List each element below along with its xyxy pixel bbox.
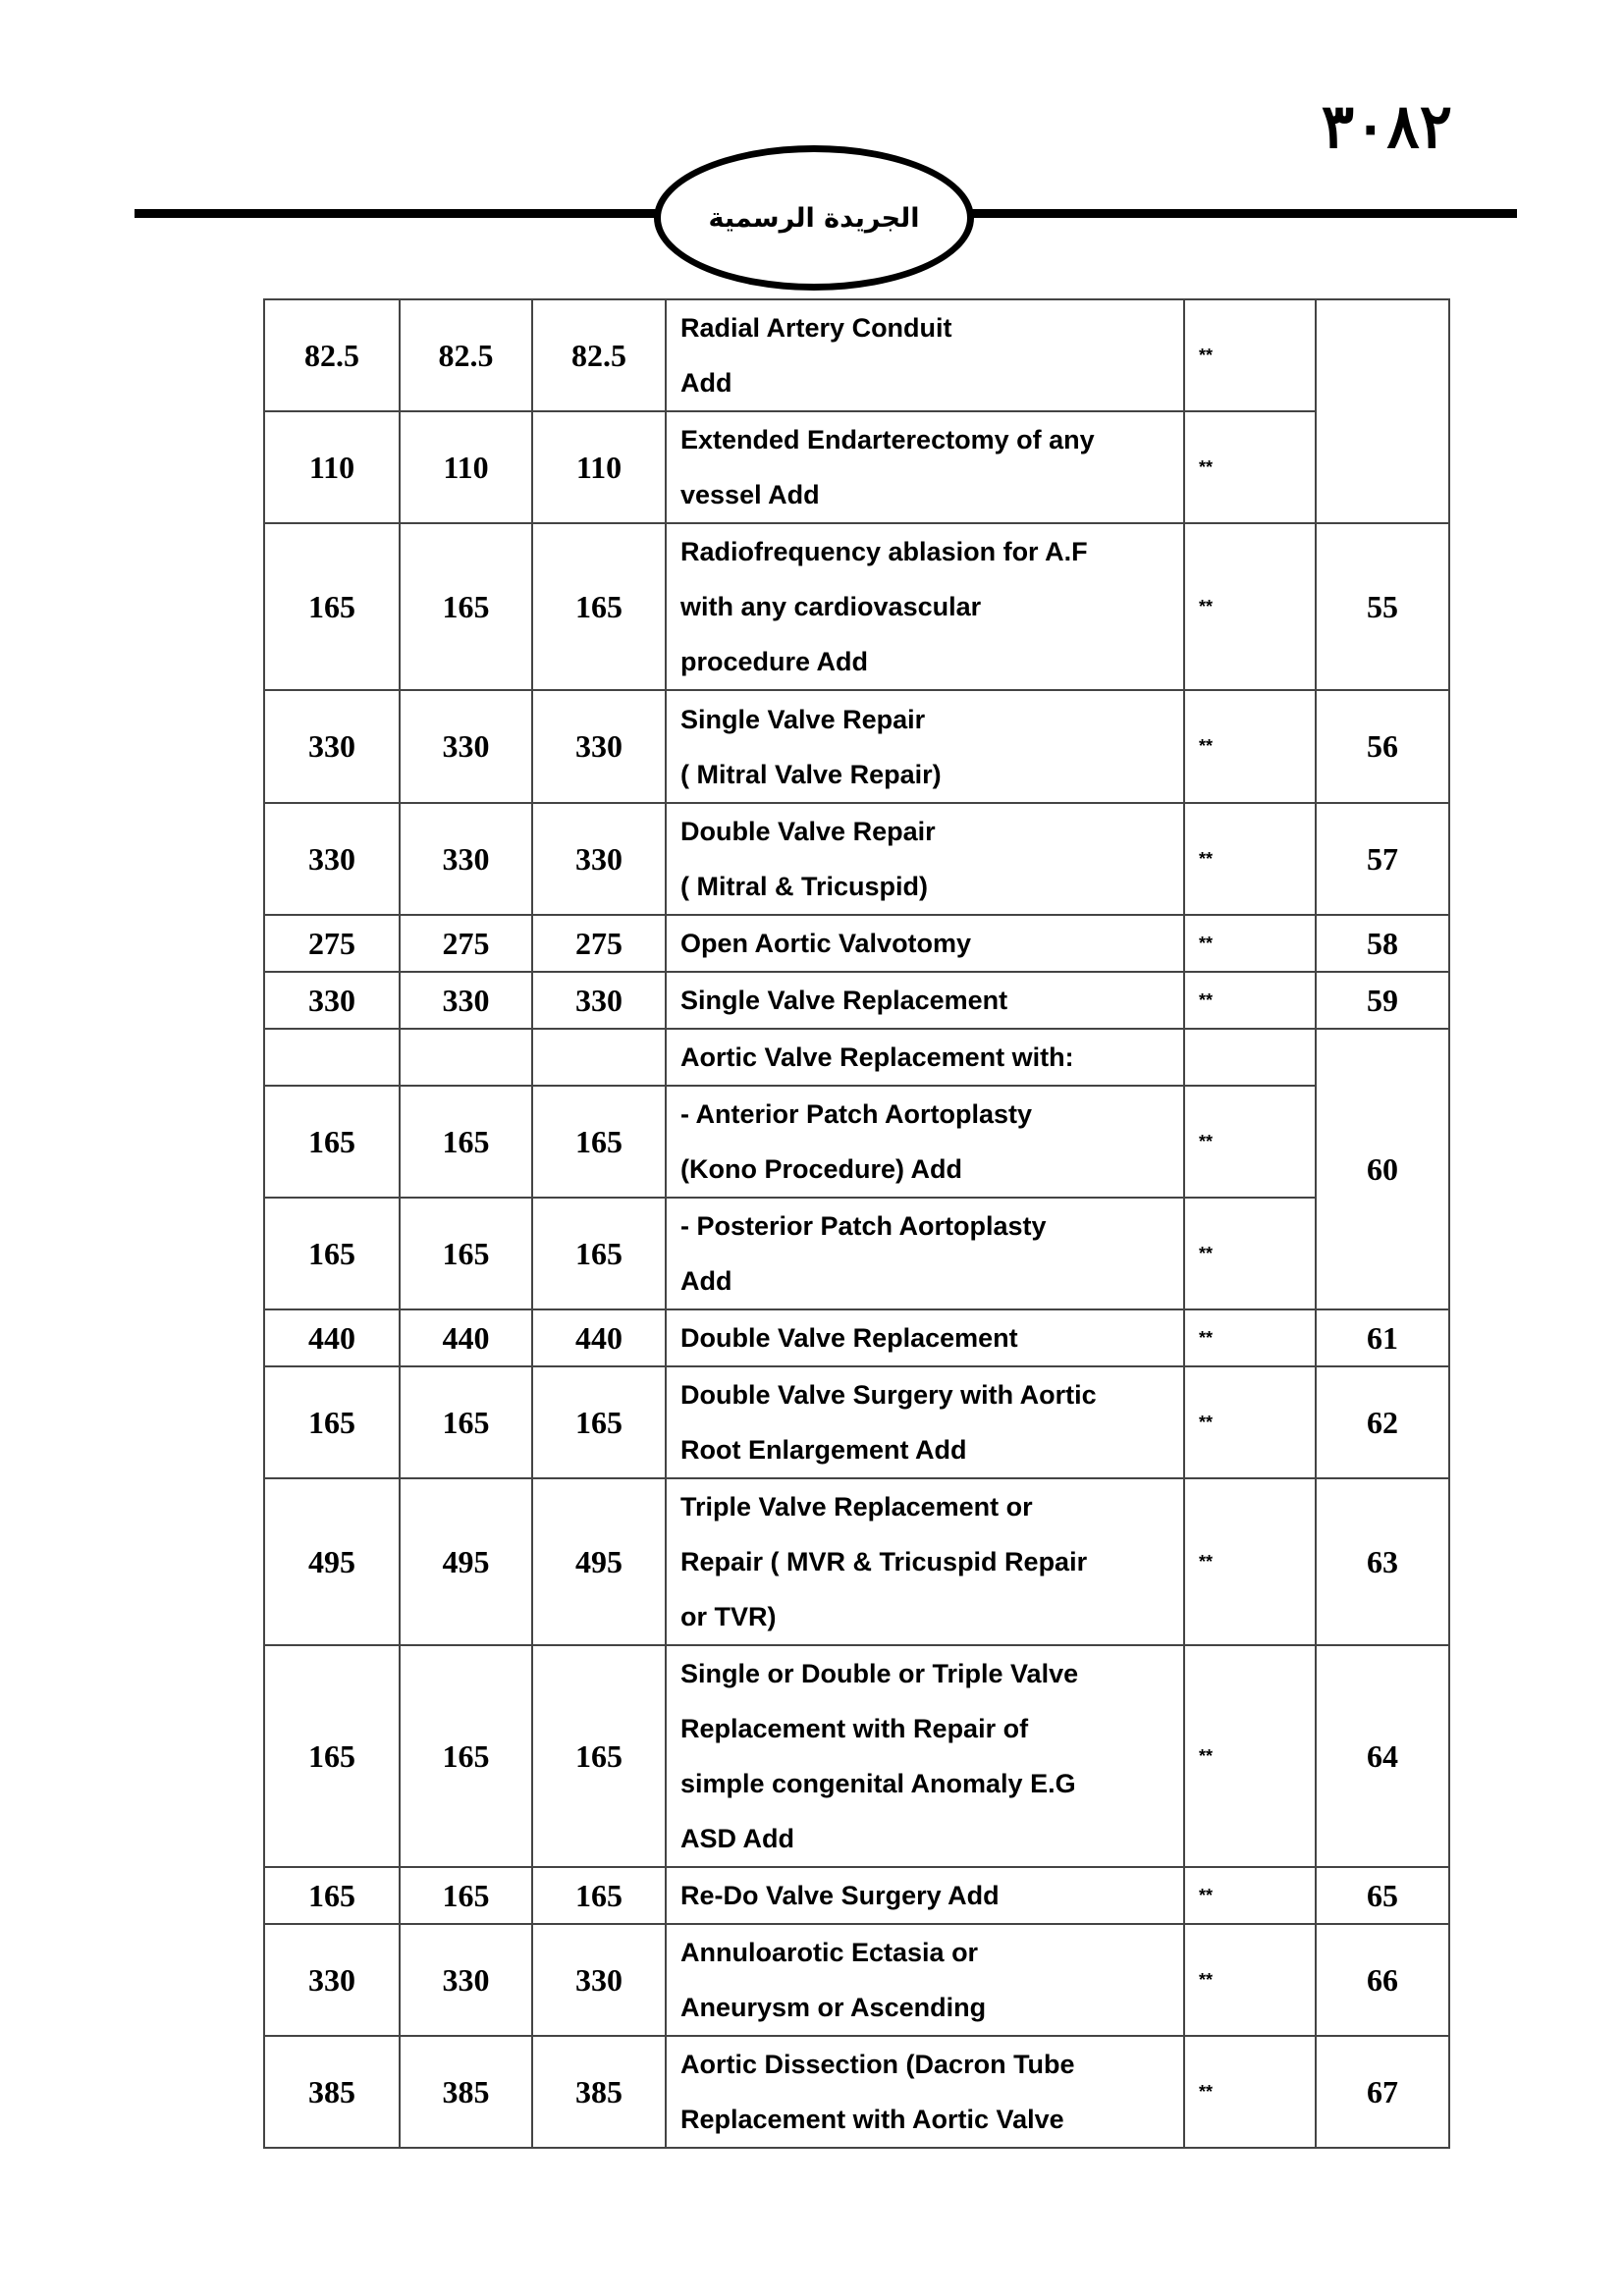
fee-cell-c2: 165 [400, 523, 532, 690]
table-row [264, 1867, 1449, 1924]
procedure-description [666, 523, 1184, 690]
mark-cell: ** [1184, 1086, 1316, 1198]
procedure-description [666, 1309, 1184, 1366]
table-row [264, 915, 1449, 972]
fee-cell-c1: 165 [264, 1867, 400, 1924]
procedure-description [666, 1645, 1184, 1867]
description-line: Add [680, 368, 732, 398]
description-line: procedure Add [680, 647, 869, 676]
mark-cell: ** [1184, 2036, 1316, 2148]
fee-cell-c2: 82.5 [400, 299, 532, 411]
fee-cell-c2: 330 [400, 1924, 532, 2036]
mark-cell: ** [1184, 803, 1316, 915]
fee-cell-c3: 82.5 [532, 299, 666, 411]
procedure-description [666, 299, 1184, 411]
description-line: vessel Add [680, 480, 820, 509]
table-row [264, 1924, 1449, 2036]
fee-cell-c2: 275 [400, 915, 532, 972]
mark-cell: ** [1184, 1198, 1316, 1309]
description-line: Aortic Dissection (Dacron Tube [680, 2050, 1075, 2079]
description-line: Add [680, 1266, 732, 1296]
fee-cell-c2: 330 [400, 690, 532, 803]
fee-cell-c1: 165 [264, 1198, 400, 1309]
fee-cell-c3: 110 [532, 411, 666, 523]
fee-cell-c2: 495 [400, 1478, 532, 1645]
procedure-description [666, 1086, 1184, 1198]
fee-cell-c3: 385 [532, 2036, 666, 2148]
fee-cell-c3: 165 [532, 1198, 666, 1309]
description-line: Annuloarotic Ectasia or [680, 1938, 979, 1967]
mark-cell: ** [1184, 1478, 1316, 1645]
table-row [264, 1198, 1449, 1309]
table-row [264, 411, 1449, 523]
description-line: Re-Do Valve Surgery Add [680, 1881, 1000, 1910]
mark-cell: ** [1184, 1309, 1316, 1366]
procedure-description [666, 1867, 1184, 1924]
fee-cell-c2: 330 [400, 803, 532, 915]
procedure-description [666, 1198, 1184, 1309]
fee-cell-c1: 495 [264, 1478, 400, 1645]
fee-cell-c3: 275 [532, 915, 666, 972]
procedure-description [666, 690, 1184, 803]
fee-cell-c1: 440 [264, 1309, 400, 1366]
fee-cell-c3: 165 [532, 1867, 666, 1924]
procedure-description [666, 1029, 1184, 1086]
fee-cell-c3: 330 [532, 690, 666, 803]
description-line: Replacement with Repair of [680, 1714, 1029, 1743]
mark-cell: ** [1184, 1645, 1316, 1867]
fee-cell-c1: 275 [264, 915, 400, 972]
fee-cell-c2: 110 [400, 411, 532, 523]
fee-cell-c1: 330 [264, 972, 400, 1029]
fee-cell-c2: 165 [400, 1645, 532, 1867]
description-line: Replacement with Aortic Valve [680, 2105, 1064, 2134]
fee-cell-c2: 165 [400, 1198, 532, 1309]
table-row [264, 1309, 1449, 1366]
description-line: ASD Add [680, 1824, 794, 1853]
mark-cell: ** [1184, 1867, 1316, 1924]
item-number: 56 [1316, 690, 1449, 803]
table-row [264, 972, 1449, 1029]
item-number: 67 [1316, 2036, 1449, 2148]
mark-cell: ** [1184, 972, 1316, 1029]
publication-title: الجريدة الرسمية [708, 202, 920, 234]
table-row [264, 1478, 1449, 1645]
description-line: Double Valve Replacement [680, 1323, 1018, 1353]
procedure-description [666, 2036, 1184, 2148]
item-number: 60 [1316, 1029, 1449, 1309]
mark-cell: ** [1184, 915, 1316, 972]
item-number [1316, 299, 1449, 523]
fee-table [263, 298, 1450, 2149]
item-number: 58 [1316, 915, 1449, 972]
description-line: Aneurysm or Ascending [680, 1993, 987, 2022]
mark-cell: ** [1184, 1366, 1316, 1478]
item-number: 64 [1316, 1645, 1449, 1867]
fee-cell-c1: 385 [264, 2036, 400, 2148]
table-row [264, 299, 1449, 411]
publication-emblem [654, 145, 974, 291]
description-line: Single Valve Replacement [680, 986, 1008, 1015]
description-line: Double Valve Surgery with Aortic [680, 1380, 1097, 1410]
description-line: (Kono Procedure) Add [680, 1154, 962, 1184]
item-number: 57 [1316, 803, 1449, 915]
fee-cell-c1: 330 [264, 690, 400, 803]
item-number: 65 [1316, 1867, 1449, 1924]
fee-cell-c2: 440 [400, 1309, 532, 1366]
fee-cell-c2: 165 [400, 1366, 532, 1478]
page-number: ٣٠٨٢ [1321, 90, 1452, 162]
description-line: Open Aortic Valvotomy [680, 929, 972, 958]
fee-cell-c1: 330 [264, 1924, 400, 2036]
fee-cell-c3: 165 [532, 1086, 666, 1198]
description-line: simple congenital Anomaly E.G [680, 1769, 1076, 1798]
procedure-description [666, 411, 1184, 523]
fee-cell-c3: 165 [532, 1366, 666, 1478]
description-line: - Anterior Patch Aortoplasty [680, 1099, 1033, 1129]
item-number: 61 [1316, 1309, 1449, 1366]
mark-cell: ** [1184, 411, 1316, 523]
mark-cell: ** [1184, 523, 1316, 690]
description-line: Aortic Valve Replacement with: [680, 1042, 1074, 1072]
procedure-description [666, 803, 1184, 915]
fee-cell-c1: 165 [264, 523, 400, 690]
fee-cell-c1: 165 [264, 1645, 400, 1867]
mark-cell: ** [1184, 299, 1316, 411]
fee-cell-c3: 495 [532, 1478, 666, 1645]
fee-cell-c3: 165 [532, 523, 666, 690]
item-number: 66 [1316, 1924, 1449, 2036]
procedure-description [666, 1478, 1184, 1645]
description-line: or TVR) [680, 1602, 777, 1631]
fee-cell-c2: 385 [400, 2036, 532, 2148]
fee-cell-c1: 82.5 [264, 299, 400, 411]
procedure-description [666, 972, 1184, 1029]
fee-cell-c1: 165 [264, 1366, 400, 1478]
mark-cell [1184, 1029, 1316, 1086]
mark-cell: ** [1184, 1924, 1316, 2036]
description-line: Radiofrequency ablasion for A.F [680, 537, 1088, 566]
item-number: 62 [1316, 1366, 1449, 1478]
procedure-description [666, 915, 1184, 972]
fee-cell-c1: 330 [264, 803, 400, 915]
description-line: - Posterior Patch Aortoplasty [680, 1211, 1047, 1241]
description-line: Repair ( MVR & Tricuspid Repair [680, 1547, 1088, 1576]
description-line: with any cardiovascular [680, 592, 982, 621]
description-line: Triple Valve Replacement or [680, 1492, 1033, 1522]
fee-cell-c3: 330 [532, 803, 666, 915]
item-number: 55 [1316, 523, 1449, 690]
fee-cell-c1: 110 [264, 411, 400, 523]
description-line: Radial Artery Conduit [680, 313, 952, 343]
description-line: Extended Endarterectomy of any [680, 425, 1095, 454]
description-line: Single Valve Repair [680, 704, 926, 734]
item-number: 63 [1316, 1478, 1449, 1645]
fee-cell-c3: 330 [532, 972, 666, 1029]
table-row [264, 2036, 1449, 2148]
description-line: Single or Double or Triple Valve [680, 1659, 1079, 1688]
procedure-description [666, 1366, 1184, 1478]
procedure-description [666, 1924, 1184, 2036]
fee-cell-c3: 440 [532, 1309, 666, 1366]
table-row [264, 803, 1449, 915]
table-row [264, 1645, 1449, 1867]
fee-cell-c2: 165 [400, 1867, 532, 1924]
table-row [264, 690, 1449, 803]
table-row [264, 523, 1449, 690]
item-number: 59 [1316, 972, 1449, 1029]
fee-cell-c3: 165 [532, 1645, 666, 1867]
fee-cell-c1 [264, 1029, 400, 1086]
fee-cell-c1: 165 [264, 1086, 400, 1198]
description-line: ( Mitral Valve Repair) [680, 759, 942, 789]
fee-cell-c2 [400, 1029, 532, 1086]
fee-cell-c2: 165 [400, 1086, 532, 1198]
table-row [264, 1029, 1449, 1086]
mark-cell: ** [1184, 690, 1316, 803]
fee-cell-c3: 330 [532, 1924, 666, 2036]
fee-cell-c3 [532, 1029, 666, 1086]
fee-cell-c2: 330 [400, 972, 532, 1029]
description-line: ( Mitral & Tricuspid) [680, 872, 929, 901]
table-row [264, 1086, 1449, 1198]
description-line: Double Valve Repair [680, 817, 936, 846]
table-row [264, 1366, 1449, 1478]
description-line: Root Enlargement Add [680, 1435, 967, 1465]
